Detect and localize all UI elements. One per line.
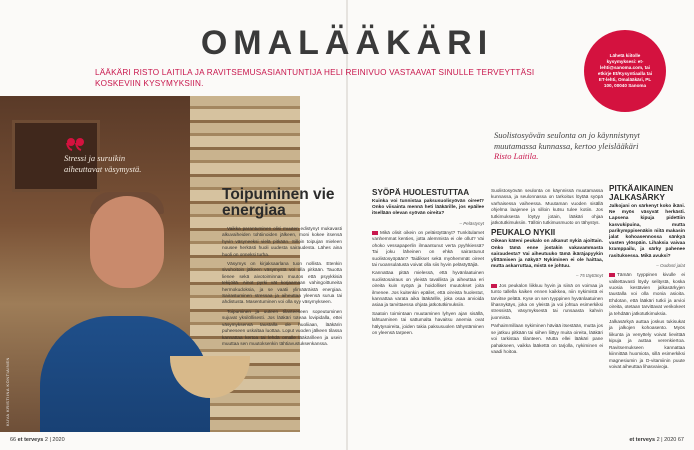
answer-text: Jos peukalon liikkuu hyvin ja siinä on voimaa ja tunto tallella kaiken ennen kaikkea, niin nykimistä ei tarvitse pelätä. Kyse on sen tyyppinen hyvänlaatuinen lihasnykäys, joka on yleistä ja voi johtua esimerkiksi stressistä, väsymyksestä tai runsaasta kahvin juonnista. [491,282,603,320]
page-number-left: 66 [10,437,17,443]
pull-quote-right-text: Suolistosyövän seulonta on jo käynnistynyt muutamassa kunnassa, kertoo yleislääkäri [494,130,640,151]
qa-column-1 [372,188,484,339]
reader-question: Jalkojani on särkenyt koko ikäni. Ne myös väsyvät herkästi. Lapsena kipuja pidettiin kasvukipuina, mutta parikymppisenäkin niitä makasin jalat kohoasennossa sänkyä vasten ylöspäin. Lihaksia vaivaa kramppailu, ja särky pahenee rasituksessa. Mikä avuksi? [609,204,685,259]
article-column [222,226,342,350]
section-heading: SYÖPÄ HUOLESTUTTAA [372,188,470,197]
page-title: OMALÄÄKÄRI [200,24,494,62]
answer-paragraph: Suolistosyövän seulonta on käynnissä muutamassa kunnassa, ja seulonnassa on tarkoitus löytää syöpä varhaisessa vaiheessa. Muutaman vuoden sisällä ohjelma laajenee ja silloin kutsu tulee kotiin. Jos tutkimuksesta löytyy jotain, lääkäri ohjaa jatkotutkimuksiin. Tällöin tutkimusmuoto on tähystys. [491,188,603,226]
footer-left [10,437,65,443]
doctor-head [90,196,164,288]
pull-quote-right [494,130,644,162]
answer-paragraph: Jalkasärkyä auttaa joskus tukisukat ja jalkojen kohoasento. Myös liikunta ja venyttely voivat lievittää kipuja ja auttaa verenkiertoa. Ravitsemukseen kannattaa kiinnittää huomiota, sillä esimerkiksi magnesiumin ja D-vitamiinin puute voivat aiheuttaa lihasvaivoja. [609,319,685,369]
page-number-right: 67 [677,437,684,443]
answer-paragraph [609,272,685,317]
answer-marker [372,231,378,235]
footer-right [629,437,684,443]
contact-badge [584,30,666,112]
intro-text: LÄÄKÄRI RISTO LAITILA JA RAVITSEMUSASIANTUNTIJA HELI REINIVUO VASTAAVAT SINULLE TERVEYTTÄSI KOSKEVIIN KYSYMYKSIIN. [95,68,535,88]
answer-paragraph [491,283,603,321]
article-paragraph: Vaikka parantuminen olisi muuten edistynyt mukavasti alkuvaiheiden tohtiinoiden jälkeen, moni kokee itsensä hyvin väsyneeksi vielä pitkään. Silloin toipujan mieleen nousee herkästi huoli uudesta sairaudesta. Lähes aina huoli on onneksi turha. [222,226,342,257]
answer-marker [609,273,615,277]
footer-magazine-right: et terveys [629,437,656,443]
contact-badge-text: Lähetä kiitolle kysymyksesi: et-lehti@sanoma.com, tai etkirje Et/Kysyntiaalla tai ET-lehti, Omalääkäri, PL 100, 00040 Sanoma [597,53,653,88]
question-signature: – 75 täyttänyt [575,273,603,279]
answer-paragraph: Kannattaa pitää mielessä, että hyvänlaatuinen suolistosairaus on yleistä tavallista ja aiheuttaa eri oireita kuin syöpä ja hoidolliset muutokset joita ilmenee. Jos kuitenkin epäilet, että oireista huolestut, kannattaa varata aika lääkärille, joka osaa arvioida asiaa ja tarvittaessa ohjata jatkotutkimuksiin. [372,270,484,308]
footer-issue-left: 2 | 2020 [44,437,65,443]
photo-credit: KUVA KRISTIINA KONTIAINEN [5,357,10,426]
answer-paragraph [372,230,484,268]
answer-marker [491,284,497,288]
reader-question: Kuinka voi tunnistaa paksusuolisyövän oireet? Onko viisainta mennä heti lääkärille, jos epäilee itsellään olevan syövän oireita? [372,199,484,217]
footer-magazine-left: et terveys [17,437,44,443]
reader-question: Oikean käteni peukalo on alkanut nykiä ajoittain. Onko tämä enne jostakin vakavammasta sairaudesta? Vai aiheutuuko tämä ikäräjapyykin ylittämisen ja näkyä? Nykiminen ei ole haittaa, mutta askarruttaa, mistä se johtuu. [491,239,603,270]
section-heading: PITKÄAIKAINEN JALKASÄRKY [609,184,674,202]
article-paragraph: Toipuminen ja uuteen tilanteeseen sopeutuminen sujuvat yksilöllisesti. Jos lääkäri toteaa lovipidalla, ettei väsymyksensä taustalla ole huoliiaan, lääkärin puheeseen uskaltaa luottaa. Loput vuoden jälkeen tilassa kannattaa kertoa tai lehdä omalle lääkärilleen ja usein muuttaa sen muutoksenkin tähtiavustuksenkanssa. [222,308,342,346]
qa-column-3 [609,184,685,372]
quote-icon [66,137,86,151]
answer-text: Mikä olisit oikein on peläistyttänyt? Tunkitulamet vanhemmat kenties, jotta alemmista ei ole ollut? Vai ohoko vessapaperlin ilmaantunut verta pyyhkiessä? Tai joku läheinen on ehkä sairastunut suolistosyöpään? Taidikset sekä myöhemmät oireet tai ruoansulatusta voivat olla siis hyvin pelästyttäjiä. [372,230,484,268]
answer-paragraph: Parhaimmillaan nykiminen häviää itsestään, mutta jos se jatkuu pitkään tai siihen liittyy muita oireita, lääkäri voi tarkistaa tilanteen. Mutta ellei lääkäri pane pahakseen, vaikka lääkettä on tarjolla, nykiminen ei vaadi hoitoa. [491,323,603,354]
article-heading: Toipuminen vie energiaa [222,186,335,219]
article-paragraph: Väsymys on kirjaksaarlana tuon nollista. Etenkin sivuhoitoin jälkeen väsymystä voi olla pitkään. Tauotta lienee sekä aivotoiminnan muutos että psyykkisiä tekijöitä. Ainot pyrki vät korjaamaan vahingoittuneita hermokudoksia, ja se vaatii ylimääräistä energiaa. Sairastuminen stressaa ja aiheuttaa yleensä surua tai ahdistusta. Masentuminen voi olla syy väsymykseen. [222,261,342,305]
qa-column-2 [491,188,603,357]
answer-paragraph: Saatoin toimintaan muutaminen lyhyen ajan sisällä, lahtuaminen tai sattumalta havaitsu anemia ovat hälytysoireita, joiden takia paksusuolen tähystäminen on yleensä tarpeen. [372,310,484,336]
question-signature: – Pelästynyt [459,220,484,226]
footer-issue-right: 2 | 2020 [656,437,677,443]
answer-text: Tämän tyyppinen kivulle ei valitettavasti löydy selitystä, koska vuosia kestävien jalkasärkyjen taustalla voi olla monia asioita. Ehdotan, että lääkäri tutkii ja arvioi oireita, otetaan tarvittavat verikokeet ja tehdään jatkotutkimuksia. [609,272,685,316]
pull-quote-left: Stressi ja suruikin aiheuttavat väsymystä. [64,153,142,174]
pull-quote-right-author: Risto Laitila. [494,151,539,161]
question-signature: – Oudosti jalat [656,262,685,268]
section-heading: PEUKALO NYKII [491,228,556,238]
